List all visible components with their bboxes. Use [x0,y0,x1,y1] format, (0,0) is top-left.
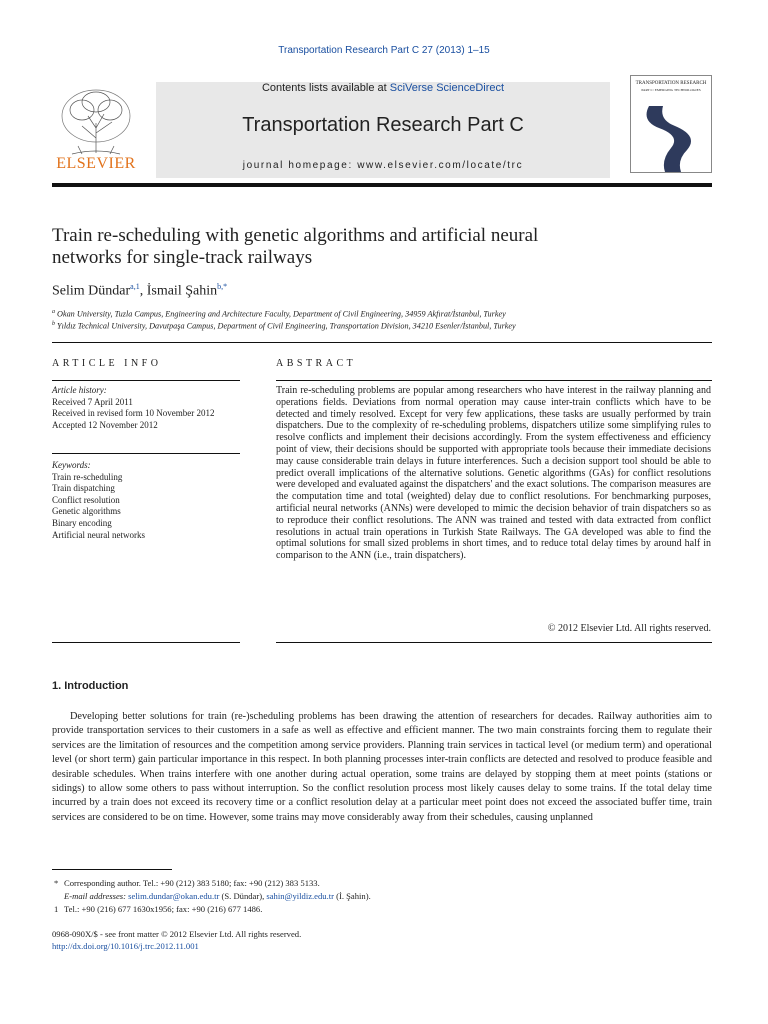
keyword: Binary encoding [52,517,112,528]
elsevier-logo-text: ELSEVIER [56,155,136,172]
footnote-corresponding: * Corresponding author. Tel.: +90 (212) 383 5180; fax: +90 (212) 383 5133. [54,878,320,888]
author-affiliation-mark[interactable]: b,* [217,282,228,291]
article-history: Article history: Received 7 April 2011 Received in revised form 10 November 2012 Accepted 12 November 2012 [52,385,215,430]
issn-line: 0968-090X/$ - see front matter © 2012 Elsevier Ltd. All rights reserved. [52,929,302,939]
journal-title: Transportation Research Part C [242,114,524,136]
footnote-1: 1 Tel.: +90 (216) 677 1630x1956; fax: +90 (216) 677 1486. [54,904,263,914]
author-name: İsmail Şahin [146,283,218,299]
keyword: Genetic algorithms [52,506,121,517]
affiliation-b: $^b$ Yıldız Technical University, Davutpaşa Campus, Department of Civil Engineering, Transportation Division, 34210 Esenler/İstanbul, Turkey [52,321,516,331]
publication-meta [52,928,301,952]
cover-road-graphic [631,76,713,174]
keyword: Train re-scheduling [52,471,123,482]
keywords: Keywords: Train re-scheduling Train dispatching Conflict resolution Genetic algorithms Binary encoding Artificial neural networks [52,460,145,540]
article-info-rule [52,380,240,381]
affiliation-a: $^a$ Okan University, Tuzla Campus, Engineering and Architecture Faculty, Department of Civil Engineering, 34959 Akfırat/İstanbul, Turkey [52,309,506,319]
abstract-bottom-rule [276,642,712,643]
abstract-copyright: © 2012 Elsevier Ltd. All rights reserved. [547,623,711,634]
history-item: Received 7 April 2011 [52,396,133,407]
introduction-text: Developing better solutions for train (re-)scheduling problems has been drawing the attention of researchers for decades. Railway authorities aim to provide transportation services to their customers in a safe as well as effective and efficient manner. The two main constraints forcing them to regulate their services are the limitation of resources and the competition among service providers. Planning train services in tactical level (or medium term) and operational level (or short term) gain particular importance in this respect. In both planning processes inter-train conflicts are detected and resolved to produce feasible and desirable schedules. When trains interfere with one another during actual operation, some trains are delayed by stopping them at meet points (stations or sidings) to allow some others to pass without interruption. So the conflict resolution process most likely causes delay to some trains. If the total delay time incurred by a train does not exceed its recovery time or a conflict resolution delay at a particular meet point does not exceed the associated buffer time, train services are considered to be on time. However, some trains may move considerably away from their schedules, causing unplanned [52,711,712,823]
history-item: Received in revised form 10 November 2012 [52,408,215,419]
history-item: Accepted 12 November 2012 [52,419,158,430]
footnote-rule [52,869,172,870]
history-rule [52,453,240,454]
section-heading-introduction: 1. Introduction [52,680,129,692]
author-name: Selim Dündar [52,283,131,299]
journal-cover-thumbnail [630,75,712,173]
affiliation-divider [52,342,712,343]
journal-reference-link[interactable]: Transportation Research Part C 27 (2013) 1–15 [278,45,490,56]
article-info-heading: ARTICLE INFO [52,358,162,369]
doi-link[interactable]: http://dx.doi.org/10.1016/j.trc.2012.11.001 [52,941,199,951]
abstract-rule [276,380,712,381]
keyword: Train dispatching [52,483,115,494]
paper-title: Train re-scheduling with genetic algorithms and artificial neural networks for single-track railways [52,225,539,268]
author-list: Selim Dündar$^{a,1}$, İsmail Şahin$^{b,*}$ [52,282,228,299]
abstract-heading: ABSTRACT [276,358,357,369]
contents-line: Contents lists available at SciVerse ScienceDirect [261,82,505,94]
keyword: Conflict resolution [52,494,120,505]
journal-header-box [156,82,610,178]
email-link[interactable]: sahin@yildiz.edu.tr [266,891,334,901]
journal-homepage[interactable]: journal homepage: www.elsevier.com/locate/trc [242,160,524,171]
header-divider [52,183,712,187]
abstract-text: Train re-scheduling problems are popular among researchers who have interest in the railway planning and operations fields. Deviations from normal operation may cause inter-train conflicts which have to be detected and timely resolved. Except for very few applications, these tasks are usually performed by train dispatchers. Due to the complexity of re-scheduling problems, dispatchers utilize some simplifying rules to resolve conflicts and implement their decisions accordingly. From the system effectiveness and efficiency point of view, their decisions should be supported with appropriate tools because their immediate decisions may cause considerable train delays in future interferences. Such a decision support tool should be able to predict overall implications of the alternative solutions. Genetic algorithms (GAs) for conflict resolutions were developed and evaluated against the dispatchers' and the exact solutions. The comparison measures are the computation time and total (weighted) delay due to conflict resolutions. For benchmarking purposes, artificial neural networks (ANNs) were developed to mimic the decision behavior of train dispatchers so as to reproduce their conflict resolutions. The ANN was trained and tested with data extracted from conflict resolutions in actual train operations in Turkish State Railways. The GA developed was able to find the optimal solutions for small sized problems in short times, and to reduce total delay times by around half in comparison to the ANN (i.e., train dispatchers). [276,385,711,562]
info-bottom-rule [52,642,240,643]
keyword: Artificial neural networks [52,529,145,540]
footnote-emails: E-mail addresses: selim.dundar@okan.edu.tr (S. Dündar), sahin@yildiz.edu.tr (İ. Şahin). [64,891,371,901]
cover-title: TRANSPORTATION RESEARCH PART C: EMERGING TECHNOLOGIES [635,81,707,92]
email-link[interactable]: selim.dundar@okan.edu.tr [128,891,220,901]
author-affiliation-mark[interactable]: a,1 [130,282,140,291]
sciencedirect-link[interactable]: SciVerse ScienceDirect [389,82,505,94]
footnotes [52,877,712,916]
